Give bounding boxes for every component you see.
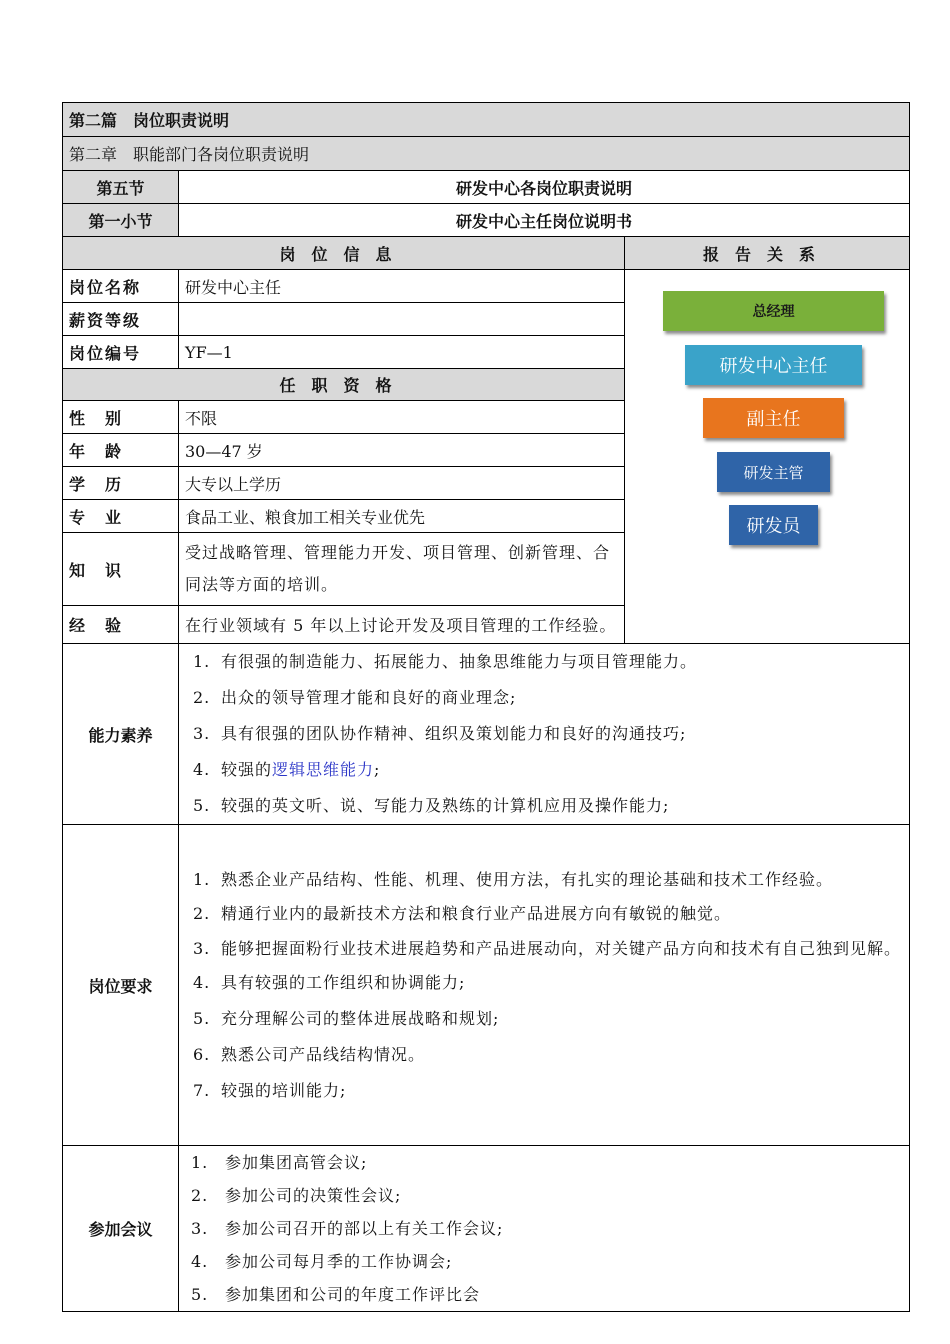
competency-list — [185, 644, 903, 824]
list-item: 5. 充分理解公司的整体进展战略和规划; — [193, 1009, 500, 1028]
list-item: 3. 具有很强的团队协作精神、组织及策划能力和良好的沟通技巧; — [193, 724, 687, 743]
list-item: 1. 有很强的制造能力、拓展能力、抽象思维能力与项目管理能力。 — [193, 652, 698, 671]
subsection-label: 第一小节 — [63, 204, 179, 237]
major-value: 食品工业、粮食加工相关专业优先 — [179, 500, 625, 533]
list-item: 7. 较强的培训能力; — [193, 1081, 347, 1100]
education-value: 大专以上学历 — [179, 467, 625, 500]
org-box-2: 研发中心主任 — [685, 345, 862, 385]
list-item: 2. 出众的领导管理才能和良好的商业理念; — [193, 688, 517, 707]
requirements-cell — [179, 825, 910, 1146]
salary-grade-value — [179, 303, 625, 336]
meetings-label: 参加会议 — [63, 1146, 179, 1312]
list-item: 2. 精通行业内的最新技术方法和粮食行业产品进展方向有敏锐的触觉。 — [193, 904, 732, 923]
org-box-1: 总经理 — [663, 291, 884, 331]
qualification-header: 任职资格 — [63, 369, 625, 401]
org-box-3: 副主任 — [703, 398, 844, 438]
post-info-header: 岗位信息 — [63, 237, 625, 270]
part-title: 第二篇 岗位职责说明 — [63, 103, 910, 137]
list-item: 5. 较强的英文听、说、写能力及熟练的计算机应用及操作能力; — [193, 796, 670, 815]
gender-value: 不限 — [179, 401, 625, 434]
post-name-label: 岗位名称 — [63, 270, 179, 303]
section-value: 研发中心各岗位职责说明 — [179, 171, 910, 204]
competency-label: 能力素养 — [63, 644, 179, 825]
education-label: 学 历 — [63, 467, 179, 500]
age-value: 30—47 岁 — [179, 434, 625, 467]
knowledge-label: 知 识 — [63, 533, 179, 606]
chapter-title: 第二章 职能部门各岗位职责说明 — [63, 137, 910, 171]
requirements-label: 岗位要求 — [63, 825, 179, 1146]
org-box-4: 研发主管 — [717, 452, 830, 492]
meetings-list — [185, 1146, 903, 1311]
section-label: 第五节 — [63, 171, 179, 204]
competency-cell — [179, 644, 910, 825]
list-item: 4. 具有较强的工作组织和协调能力; — [193, 973, 466, 992]
knowledge-value: 受过战略管理、管理能力开发、项目管理、创新管理、合同法等方面的培训。 — [179, 533, 625, 606]
list-item: 5. 参加集团和公司的年度工作评比会 — [191, 1285, 481, 1304]
list-item: 3. 参加公司召开的部以上有关工作会议; — [191, 1219, 504, 1238]
list-item: 3. 能够把握面粉行业技术进展趋势和产品进展动向，对关键产品方向和技术有自己独到见解。 — [193, 939, 902, 958]
post-name-value: 研发中心主任 — [179, 270, 625, 303]
salary-grade-label: 薪资等级 — [63, 303, 179, 336]
experience-label: 经 验 — [63, 606, 179, 644]
age-label: 年 龄 — [63, 434, 179, 467]
post-code-label: 岗位编号 — [63, 336, 179, 369]
gender-label: 性 别 — [63, 401, 179, 434]
job-description-sheet — [62, 102, 909, 1312]
job-description-table — [62, 102, 910, 1312]
list-item: 4. 较强的逻辑思维能力; — [193, 760, 381, 779]
requirements-list — [185, 861, 903, 1109]
report-header: 报告关系 — [625, 237, 910, 270]
report-relation-cell — [625, 270, 910, 644]
list-item: 1. 参加集团高管会议; — [191, 1153, 368, 1172]
list-item: 4. 参加公司每月季的工作协调会; — [191, 1252, 453, 1271]
subsection-value: 研发中心主任岗位说明书 — [179, 204, 910, 237]
list-item: 2. 参加公司的决策性会议; — [191, 1186, 402, 1205]
experience-value: 在行业领域有 5 年以上讨论开发及项目管理的工作经验。 — [179, 606, 910, 644]
major-label: 专 业 — [63, 500, 179, 533]
list-item: 1. 熟悉企业产品结构、性能、机理、使用方法，有扎实的理论基础和技术工作经验。 — [193, 870, 834, 889]
list-item: 6. 熟悉公司产品线结构情况。 — [193, 1045, 426, 1064]
post-code-value: YF—1 — [179, 336, 625, 369]
meetings-cell — [179, 1146, 910, 1312]
logic-thinking-link[interactable]: 逻辑思维能力 — [272, 760, 375, 779]
org-box-5: 研发员 — [729, 505, 818, 545]
